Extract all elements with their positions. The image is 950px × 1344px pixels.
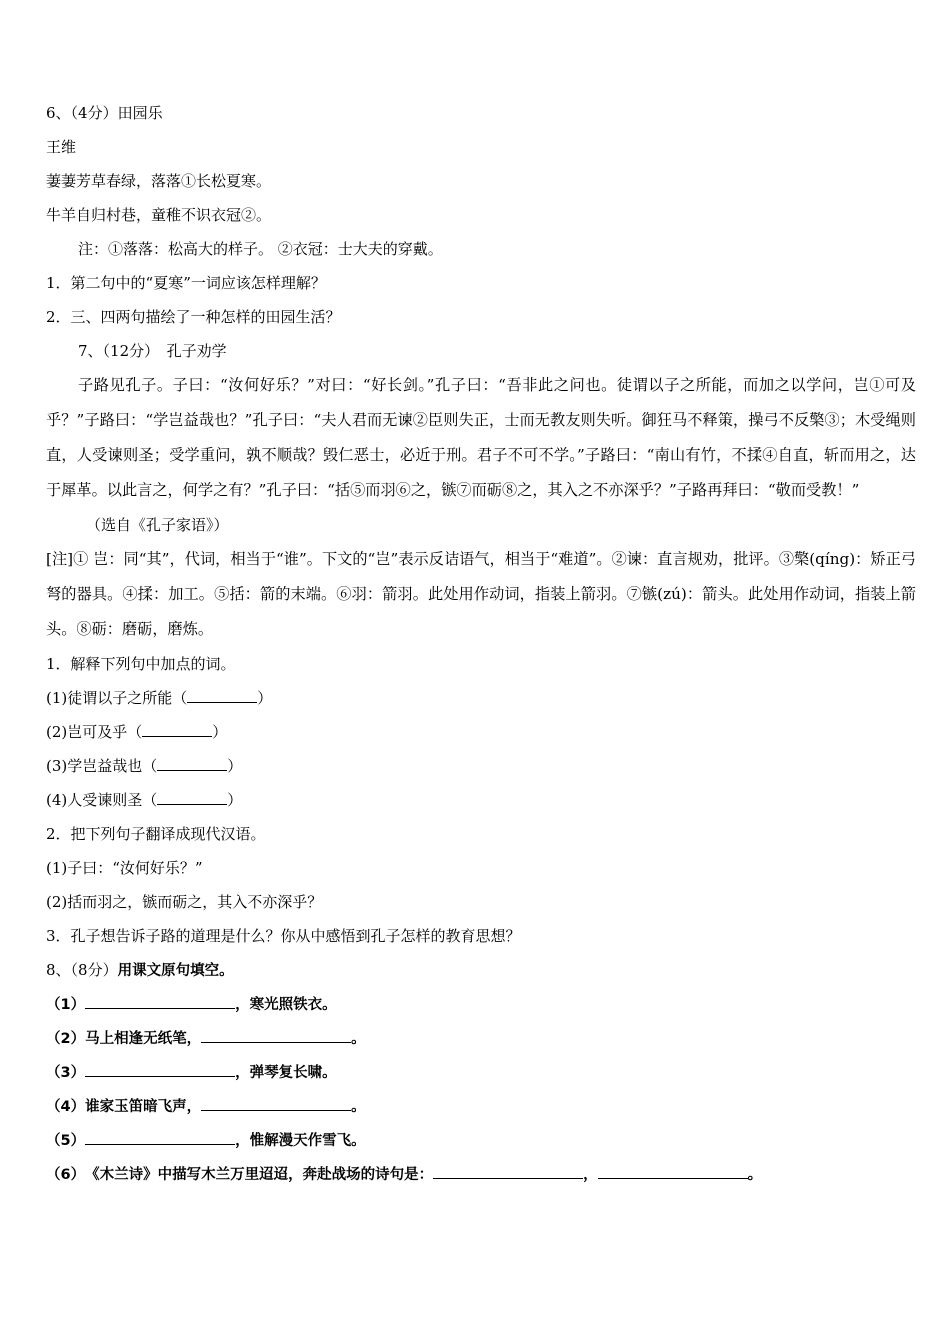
q7-sub1-item-text: (2)岂可及乎（ [46,723,143,741]
answer-blank[interactable] [433,1164,583,1180]
item-number: （2） [46,1031,86,1047]
q7-sub1-item-text: (4)人受谏则圣（ [46,791,158,809]
q7-sub1-item-1 [46,681,916,715]
q7-passage: 子路见孔子。子曰：“汝何好乐？”对曰：“好长剑。”孔子曰：“吾非此之问也。徒谓以子之所能，而加之以学问，岂①可及乎？”子路曰：“学岂益哉也？”孔子曰：“夫人君而无谏②臣则失正，士而无教友则失听。御狂马不释策，操弓不反檠③；木受绳则直，人受谏则圣；受学重问，孰不顺哉？毁仁恶士，必近于刑。君子不可不学。”子路曰：“南山有竹，不揉④自直，斩而用之，达于犀革。以此言之，何学之有？”孔子曰：“括⑤而羽⑥之，镞⑦而砺⑧之，其入之不亦深乎？”子路再拜曰：“敬而受教！” [46,376,916,499]
q6-poem-line-1: 萋萋芳草春绿，落落①长松夏寒。 [46,172,272,190]
q7-sub1-item-2 [46,715,916,749]
item-text-after: ，弹琴复长啸。 [235,1065,337,1081]
q8-item-6 [46,1158,916,1192]
answer-blank[interactable] [201,1096,351,1112]
item-end: 。 [747,1167,763,1183]
item-text-before: 谁家玉笛暗飞声， [85,1099,202,1115]
q6-subquestion-1: 1．第二句中的“夏寒”一词应该怎样理解？ [46,274,326,292]
q7-sub1-item-3 [46,749,916,783]
answer-blank[interactable] [157,789,227,805]
q7-sub1-item-text: (3)学岂益哉也（ [46,757,158,775]
q7-subquestion-2: 2．把下列句子翻译成现代汉语。 [46,825,266,843]
close-paren: ） [227,757,243,775]
item-number: （6） [46,1167,86,1183]
q8-header-instruction: 用课文原句填空。 [117,963,234,979]
item-text-before: 马上相逢无纸笔， [85,1031,202,1047]
answer-blank[interactable] [598,1164,748,1180]
q8-item-3 [46,1056,916,1090]
answer-blank[interactable] [187,687,257,703]
q8-item-1 [46,988,916,1022]
q7-sub1-item-4 [46,783,916,817]
close-paren: ） [212,723,228,741]
item-number: （3） [46,1065,86,1081]
item-number: （1） [46,997,86,1013]
answer-blank[interactable] [157,755,227,771]
answer-blank[interactable] [85,1130,235,1146]
answer-blank[interactable] [201,1028,351,1044]
q7-header: 7、（12分） 孔子劝学 [78,342,227,360]
item-text-after: ，惟解漫天作雪飞。 [235,1133,366,1149]
item-number: （5） [46,1133,86,1149]
q6-header: 6、（4分）田园乐 [46,104,163,122]
q7-subquestion-3: 3．孔子想告诉子路的道理是什么？你从中感悟到孔子怎样的教育思想？ [46,927,521,945]
item-separator: ， [583,1167,598,1183]
q8-item-4 [46,1090,916,1124]
q6-subquestion-2: 2．三、四两句描绘了一种怎样的田园生活？ [46,308,341,326]
q6-poem-line-2: 牛羊自归村巷，童稚不识衣冠②。 [46,206,272,224]
q6-note: 注：①落落：松高大的样子。 ②衣冠：士大夫的穿戴。 [78,240,443,258]
item-text: 《木兰诗》中描写木兰万里迢迢，奔赴战场的诗句是： [85,1167,434,1183]
q7-subquestion-1: 1．解释下列句中加点的词。 [46,655,236,673]
q7-sub2-item-2: (2)括而羽之，镞而砺之，其入不亦深乎？ [46,893,323,911]
item-text-after: 。 [351,1031,366,1047]
q7-source: （选自《孔子家语》） [86,516,229,534]
close-paren: ） [227,791,243,809]
answer-blank[interactable] [85,994,235,1010]
document-page [46,96,916,1192]
item-number: （4） [46,1099,86,1115]
close-paren: ） [257,689,273,707]
q7-sub2-item-1: (1)子曰：“汝何好乐？” [46,859,203,877]
q7-notes: [注]① 岂：同“其”，代词，相当于“谁”。下文的“岂”表示反诘语气，相当于“难道”。②谏：直言规劝，批评。③檠(qíng)：矫正弓弩的器具。④揉：加工。⑤括：箭的末端。⑥羽：箭羽。此处用作动词，指装上箭羽。⑦镞(zú)：箭头。此处用作动词，指装上箭头。⑧砺：磨砺，磨炼。 [46,550,916,638]
answer-blank[interactable] [142,721,212,737]
q6-author: 王维 [46,138,77,156]
q8-header [46,953,916,988]
q7-sub1-item-text: (1)徒谓以子之所能（ [46,689,188,707]
answer-blank[interactable] [85,1062,235,1078]
item-text-after: 。 [351,1099,366,1115]
item-text-after: ，寒光照铁衣。 [235,997,337,1013]
q8-item-2 [46,1022,916,1056]
q8-item-5 [46,1124,916,1158]
q8-header-prefix: 8、（8分） [46,961,118,979]
